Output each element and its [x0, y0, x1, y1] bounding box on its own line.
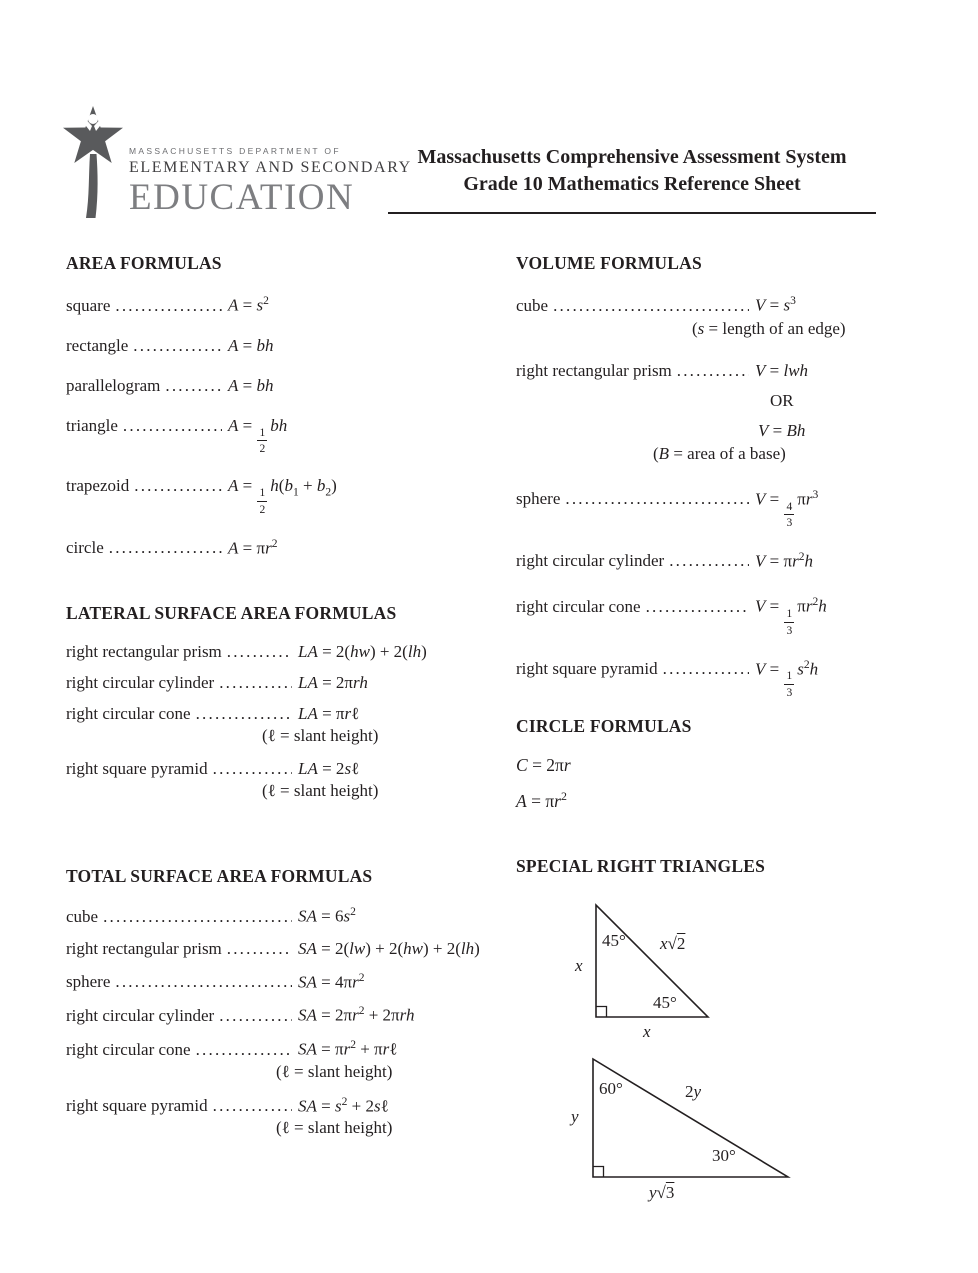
formula-note: (s = length of an edge) [692, 318, 846, 338]
dot-leader [219, 1006, 292, 1026]
section-heading: AREA FORMULAS [66, 253, 222, 273]
formula-row [516, 550, 946, 572]
section-heading: VOLUME FORMULAS [516, 253, 702, 273]
title-line-1: Massachusetts Comprehensive Assessment System [417, 146, 847, 168]
section-heading: LATERAL SURFACE AREA FORMULAS [66, 603, 397, 623]
angle-label-45-top: 45° [602, 931, 626, 950]
dot-leader [219, 673, 292, 693]
dot-leader [669, 551, 749, 571]
formula-label: right square pyramid [66, 1096, 208, 1116]
alternate-formula: V = Bh [758, 420, 806, 440]
dot-leader [115, 972, 292, 992]
formula-label: right circular cone [66, 1039, 191, 1059]
formula-label: right rectangular prism [66, 642, 222, 661]
left-leg-label-y: y [571, 1107, 579, 1126]
formula-label: right circular cylinder [66, 673, 215, 692]
formula-note: (ℓ = slant height) [262, 726, 379, 745]
formula-row [66, 1095, 548, 1117]
dot-leader [115, 296, 222, 316]
formula-value: $V = s^3$ [755, 294, 796, 315]
formula-value: A = $\frac{1}{2}$ bh [228, 415, 288, 456]
formula-value: LA = 2πrh [298, 673, 368, 692]
formula-row [516, 294, 946, 316]
formula-value: SA = $2\pi r^2 + 2\pi rh$ [298, 1004, 415, 1025]
formula-row [66, 939, 548, 959]
dot-leader [133, 336, 222, 356]
dot-leader [227, 939, 292, 959]
section-volume-formulas [516, 253, 946, 700]
formula-label: sphere [516, 489, 561, 509]
or-separator: OR [770, 390, 794, 410]
left-leg-label-x: x [575, 956, 583, 975]
formula-label: sphere [66, 972, 111, 992]
dot-leader [134, 476, 222, 496]
triangle-45-45-90 [596, 905, 708, 1017]
star-figure-icon [62, 106, 124, 220]
formula-label: trapezoid [66, 476, 130, 496]
formula-row [66, 759, 528, 779]
formula-row [516, 595, 946, 637]
special-right-triangles-figure [558, 895, 908, 1231]
right-angle-mark-icon [596, 1007, 607, 1018]
formula-value: V = $\frac{1}{3}$ $s^2h$ [755, 657, 819, 700]
formula-label: right circular cylinder [516, 551, 665, 571]
formula-row [66, 704, 528, 724]
formula-note: (ℓ = slant height) [276, 1118, 393, 1138]
dot-leader [196, 1040, 292, 1060]
formula-row [66, 376, 511, 396]
dot-leader [213, 759, 292, 779]
logo-department-line: MASSACHUSETTS DEPARTMENT OF [129, 146, 341, 156]
hypotenuse-label-2y: 2y [685, 1082, 702, 1101]
dot-leader [213, 1096, 292, 1116]
formula-label: right rectangular prism [516, 360, 672, 380]
formula-label: right circular cone [66, 704, 191, 723]
formula-row [66, 537, 511, 559]
formula-row [66, 336, 511, 356]
formula-value: SA = $4\pi r^2$ [298, 970, 365, 992]
formula-label: cube [516, 295, 549, 315]
formula-row [66, 971, 548, 993]
logo-education-wordmark: EDUCATION [129, 177, 355, 218]
bottom-leg-label-y-root3: y√3 [649, 1183, 675, 1202]
dot-leader [227, 642, 292, 662]
formula-label: parallelogram [66, 375, 161, 395]
formula-row [66, 905, 548, 927]
section-special-right-triangles [516, 856, 946, 1231]
formula-row [516, 361, 946, 381]
formula-label: right rectangular prism [66, 938, 222, 958]
formula-note: (ℓ = slant height) [262, 781, 379, 800]
angle-label-30-right: 30° [712, 1146, 736, 1165]
section-heading: SPECIAL RIGHT TRIANGLES [516, 856, 766, 876]
dot-leader [646, 597, 749, 617]
formula-row [66, 1004, 548, 1026]
section-area-formulas [66, 253, 511, 578]
formula-value: A = bh [228, 335, 274, 355]
dot-leader [103, 907, 292, 927]
dot-leader [663, 659, 749, 679]
dot-leader [677, 361, 749, 381]
formula-value: $V = \pi r^2h$ [755, 549, 813, 571]
formula-row [516, 488, 946, 530]
right-angle-mark-icon [593, 1167, 604, 1178]
formula-value: LA = 2(hw) + 2(lh) [298, 642, 427, 661]
formula-label: square [66, 295, 111, 315]
formula-label: right square pyramid [516, 659, 658, 679]
formula-value: SA = $s^2$ + 2sℓ [298, 1094, 389, 1116]
formula-value: $A = \pi r^2$ [228, 536, 278, 558]
logo-elementary-secondary-line: ELEMENTARY AND SECONDARY [129, 159, 412, 176]
formula-label: triangle [66, 415, 118, 435]
formula-value: SA = 2(lw) + 2(hw) + 2(lh) [298, 938, 480, 958]
document-title-block [388, 144, 876, 214]
formula-row [66, 673, 528, 693]
formula-row [66, 416, 511, 456]
section-lateral-surface-area-formulas [66, 603, 528, 801]
section-heading: CIRCLE FORMULAS [516, 716, 692, 736]
section-total-surface-area-formulas [66, 866, 548, 1138]
formula-row [516, 658, 946, 700]
formula-row [66, 1038, 548, 1060]
formula-label: right circular cylinder [66, 1005, 215, 1025]
formula-value: A = $\frac{1}{2}$ $h(b_1 + b_2)$ [228, 476, 337, 516]
logo-text [129, 106, 412, 216]
formula-label: cube [66, 906, 99, 926]
formula-note: (B = area of a base) [653, 443, 786, 463]
dot-leader [553, 296, 749, 316]
bottom-leg-label-x: x [643, 1022, 651, 1041]
hypotenuse-label-x-root2: x√2 [660, 934, 686, 953]
formula-label: rectangle [66, 335, 129, 355]
dot-leader [565, 489, 749, 509]
dot-leader [196, 704, 292, 724]
circumference-formula: C = 2πr [516, 755, 571, 775]
formula-value: SA = $\pi r^2$ + πrℓ [298, 1037, 398, 1059]
formula-value: A = bh [228, 375, 274, 395]
formula-row [66, 294, 511, 316]
triangle-30-60-90 [593, 1059, 788, 1177]
section-heading: TOTAL SURFACE AREA FORMULAS [66, 866, 373, 886]
formula-value: LA = πrℓ [298, 704, 360, 723]
circle-area-formula: $A = \pi r^2$ [516, 789, 567, 811]
section-circle-formulas [516, 716, 816, 825]
formula-value: V = $\frac{1}{3}$ $\pi r^2h$ [755, 595, 827, 637]
formula-row [66, 476, 511, 516]
formula-label: right circular cone [516, 597, 641, 617]
title-underline [388, 212, 876, 214]
formula-value: LA = 2sℓ [298, 759, 360, 778]
dot-leader [165, 376, 222, 396]
formula-value: SA = $6s^2$ [298, 905, 356, 926]
dot-leader [123, 416, 222, 436]
formula-row [66, 642, 528, 662]
formula-value: $A = s^2$ [228, 294, 269, 315]
formula-value: V = lwh [755, 360, 809, 380]
title-line-2: Grade 10 Mathematics Reference Sheet [463, 173, 801, 195]
education-logo [62, 106, 412, 220]
angle-label-60-top: 60° [599, 1079, 623, 1098]
formula-value: V = $\frac{4}{3}$ $\pi r^3$ [755, 487, 819, 530]
formula-label: circle [66, 538, 104, 558]
formula-label: right square pyramid [66, 759, 208, 778]
angle-label-45-right: 45° [653, 993, 677, 1012]
dot-leader [109, 538, 222, 558]
formula-note: (ℓ = slant height) [276, 1061, 393, 1081]
